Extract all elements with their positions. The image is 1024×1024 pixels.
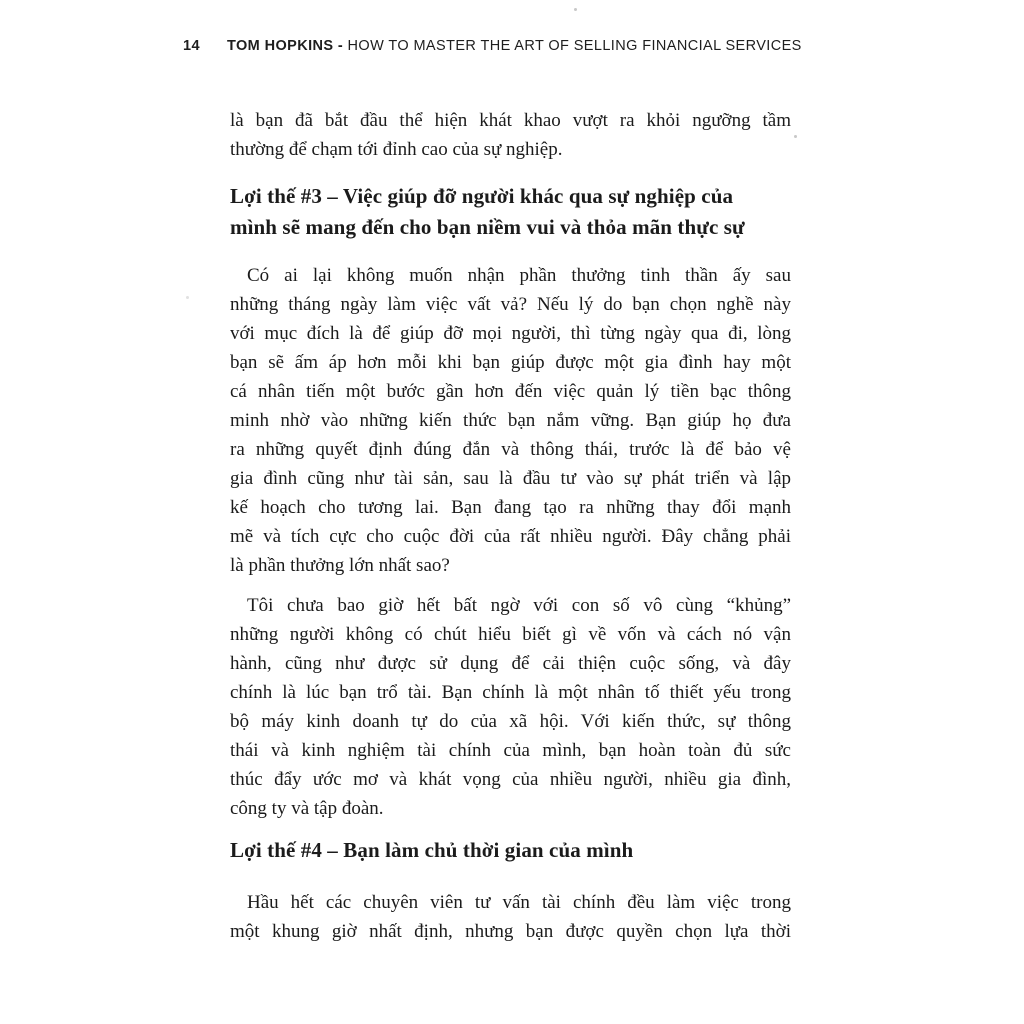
section-heading-advantage-4 (230, 835, 791, 866)
text-line: Hầu hết các chuyên viên tư vấn tài chính đều làm việc trong (247, 892, 791, 913)
text-line: bộ máy kinh doanh tự do của xã hội. Với kiến thức, sự thông (230, 711, 791, 732)
scan-speck (574, 8, 577, 11)
text-line: cá nhân tiến một bước gần hơn đến việc quản lý tiền bạc thông (230, 381, 791, 402)
text-line: thái và kinh nghiệm tài chính của mình, bạn hoàn toàn đủ sức (230, 740, 791, 761)
author-name: TOM HOPKINS (227, 38, 334, 54)
text-line: bạn sẽ ấm áp hơn mỗi khi bạn giúp được một gia đình hay một (230, 352, 791, 373)
text-line: Tôi chưa bao giờ hết bất ngờ với con số vô cùng “khủng” (247, 595, 791, 616)
text-line: công ty và tập đoàn. (230, 798, 384, 819)
text-line: ra những quyết định đúng đắn và thông thái, trước là để bảo vệ (230, 439, 791, 460)
heading-line: Lợi thế #4 – Bạn làm chủ thời gian của mình (230, 838, 634, 862)
text-line: là phần thưởng lớn nhất sao? (230, 555, 450, 576)
paragraph-vital-role (230, 591, 791, 823)
text-line: kế hoạch cho tương lai. Bạn đang tạo ra những thay đổi mạnh (230, 497, 791, 518)
heading-line: Lợi thế #3 – Việc giúp đỡ người khác qua sự nghiệp của (230, 184, 734, 208)
text-line: mẽ và tích cực cho cuộc đời của rất nhiều người. Đây chẳng phải (230, 526, 791, 547)
text-line: một khung giờ nhất định, nhưng bạn được quyền chọn lựa thời (230, 921, 791, 942)
paragraph-own-time (230, 888, 791, 946)
text-line: Có ai lại không muốn nhận phần thưởng tinh thần ấy sau (247, 265, 791, 286)
text-line: thường để chạm tới đỉnh cao của sự nghiệp. (230, 139, 563, 160)
text-line: hành, cũng như được sử dụng để cải thiện cuộc sống, và đây (230, 653, 791, 674)
text-line: là bạn đã bắt đầu thể hiện khát khao vượt ra khỏi ngưỡng tầm (230, 110, 791, 131)
text-line: minh nhờ vào những kiến thức bạn nắm vững. Bạn giúp họ đưa (230, 410, 791, 431)
paragraph-continued (230, 106, 791, 164)
paragraph-rewards (230, 261, 791, 580)
scan-speck (186, 296, 189, 299)
page-number: 14 (183, 38, 200, 54)
text-line: với mục đích là để giúp đỡ mọi người, thì từng ngày qua đi, lòng (230, 323, 791, 344)
text-line: những tháng ngày làm việc vất vả? Nếu lý do bạn chọn nghề này (230, 294, 791, 315)
heading-line: mình sẽ mang đến cho bạn niềm vui và thỏa mãn thực sự (230, 215, 745, 239)
page-header (183, 38, 802, 54)
book-title: HOW TO MASTER THE ART OF SELLING FINANCIAL SERVICES (347, 38, 802, 54)
section-heading-advantage-3 (230, 181, 791, 243)
header-separator: - (333, 38, 348, 54)
text-line: những người không có chút hiểu biết gì về vốn và cách nó vận (230, 624, 791, 645)
text-line: chính là lúc bạn trổ tài. Bạn chính là một nhân tố thiết yếu trong (230, 682, 791, 703)
scan-speck (794, 135, 797, 138)
text-line: thúc đẩy ước mơ và khát vọng của nhiều người, nhiều gia đình, (230, 769, 791, 790)
text-line: gia đình cũng như tài sản, sau là đầu tư vào sự phát triển và lập (230, 468, 791, 489)
